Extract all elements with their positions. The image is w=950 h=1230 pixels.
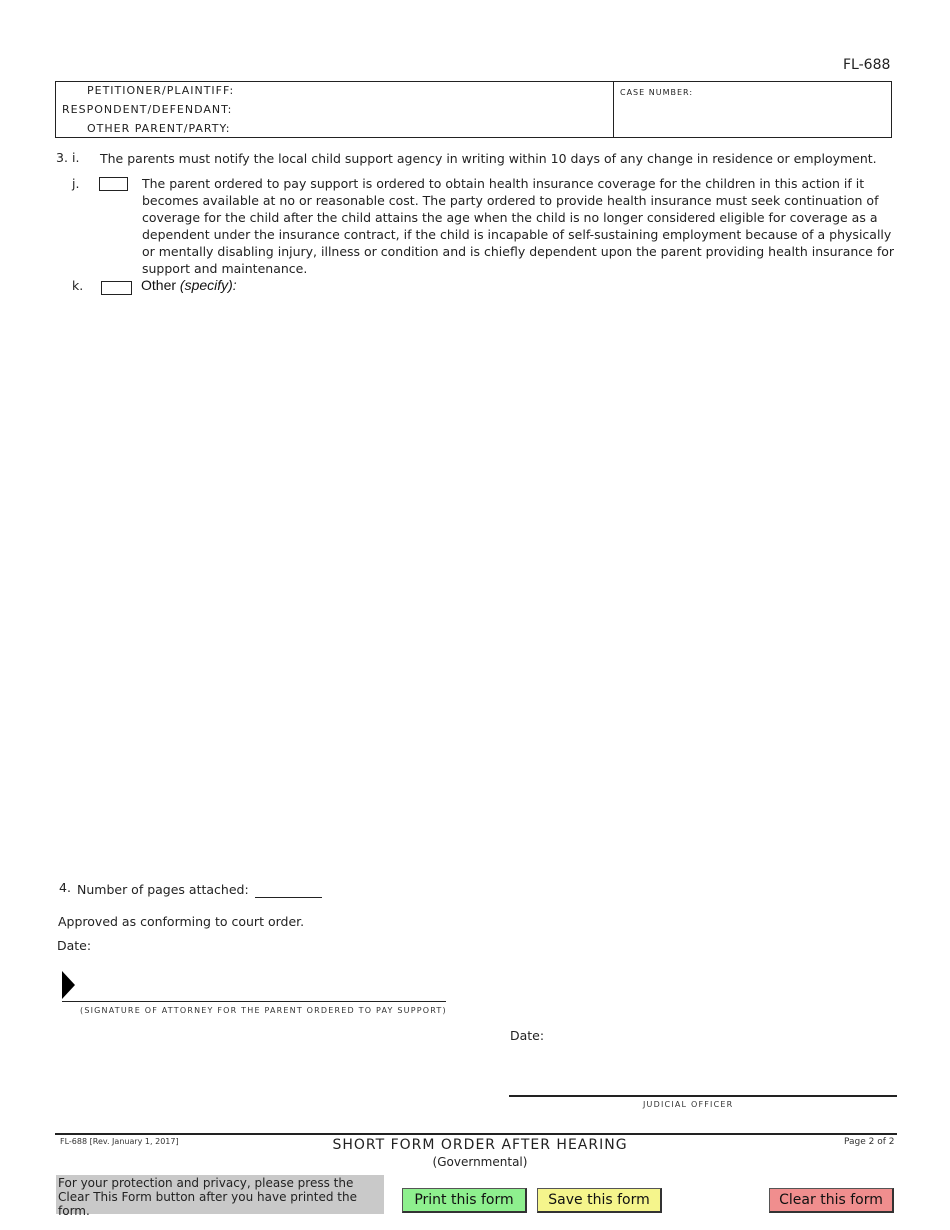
- section-3-number: 3.: [56, 150, 68, 165]
- attorney-signature-line: [62, 1001, 446, 1002]
- item-i-letter: i.: [72, 150, 80, 165]
- signature-arrow-icon: [62, 971, 75, 999]
- item-k-other-textarea[interactable]: [141, 298, 893, 858]
- case-caption-box: [55, 81, 892, 138]
- form-title: SHORT FORM ORDER AFTER HEARING: [332, 1137, 628, 1153]
- pages-attached-label: Number of pages attached:: [77, 882, 249, 897]
- item-k-checkbox[interactable]: [101, 281, 132, 295]
- item-j-text: The parent ordered to pay support is ordered to obtain health insurance coverage for the children in this action if it becomes available at no or reasonable cost. The party ordered to provide health insurance must seek continuation of coverage for the child after the child attains the age when the child is no longer considered eligible for coverage as a dependent under the insurance contract, if the child is incapable of self-sustaining employment because of a physically or mentally disabling injury, illness or condition and is chiefly dependent upon the parent providing health insurance for support and maintenance.: [142, 176, 895, 276]
- item-k-letter: k.: [72, 278, 84, 293]
- caption-divider: [613, 82, 614, 138]
- item-i-text: The parents must notify the local child support agency in writing within 10 days of any change in residence or employment.: [100, 151, 877, 166]
- save-button[interactable]: Save this form: [537, 1188, 662, 1213]
- petitioner-label: PETITIONER/PLAINTIFF:: [87, 84, 235, 97]
- item-j-checkbox[interactable]: [99, 177, 128, 191]
- judicial-officer-caption: JUDICIAL OFFICER: [643, 1100, 734, 1109]
- revision-note: FL-688 [Rev. January 1, 2017]: [60, 1137, 179, 1146]
- respondent-label: RESPONDENT/DEFENDANT:: [62, 103, 233, 116]
- pages-attached-input[interactable]: [255, 881, 321, 897]
- privacy-note: For your protection and privacy, please press the Clear This Form button after you have printed the form.: [56, 1175, 384, 1214]
- print-button[interactable]: Print this form: [402, 1188, 527, 1213]
- item-k-label: Other: [141, 277, 177, 293]
- pages-attached-underline: [255, 897, 322, 898]
- case-number-label: CASE NUMBER:: [620, 88, 694, 97]
- footer-rule: [55, 1133, 897, 1135]
- attorney-signature-field[interactable]: [80, 970, 445, 1000]
- form-id: FL-688: [843, 57, 891, 73]
- judicial-officer-line: [509, 1095, 897, 1097]
- judicial-date-input[interactable]: [548, 1027, 748, 1043]
- attorney-signature-caption: (SIGNATURE OF ATTORNEY FOR THE PARENT ORDERED TO PAY SUPPORT): [80, 1006, 447, 1015]
- other-parent-label: OTHER PARENT/PARTY:: [87, 122, 231, 135]
- approval-date-label: Date:: [57, 938, 92, 953]
- approval-date-input[interactable]: [95, 937, 295, 953]
- item-k-label-group: [141, 277, 237, 293]
- clear-button[interactable]: Clear this form: [769, 1188, 894, 1213]
- judicial-officer-signature-field[interactable]: [510, 1060, 896, 1094]
- approved-text: Approved as conforming to court order.: [58, 914, 305, 929]
- section-4-number: 4.: [59, 880, 71, 895]
- item-k-specify: (specify):: [179, 277, 237, 293]
- form-subtitle: (Governmental): [432, 1155, 528, 1169]
- page-indicator: Page 2 of 2: [844, 1137, 895, 1147]
- judicial-date-label: Date:: [510, 1028, 545, 1043]
- item-j-letter: j.: [72, 176, 80, 191]
